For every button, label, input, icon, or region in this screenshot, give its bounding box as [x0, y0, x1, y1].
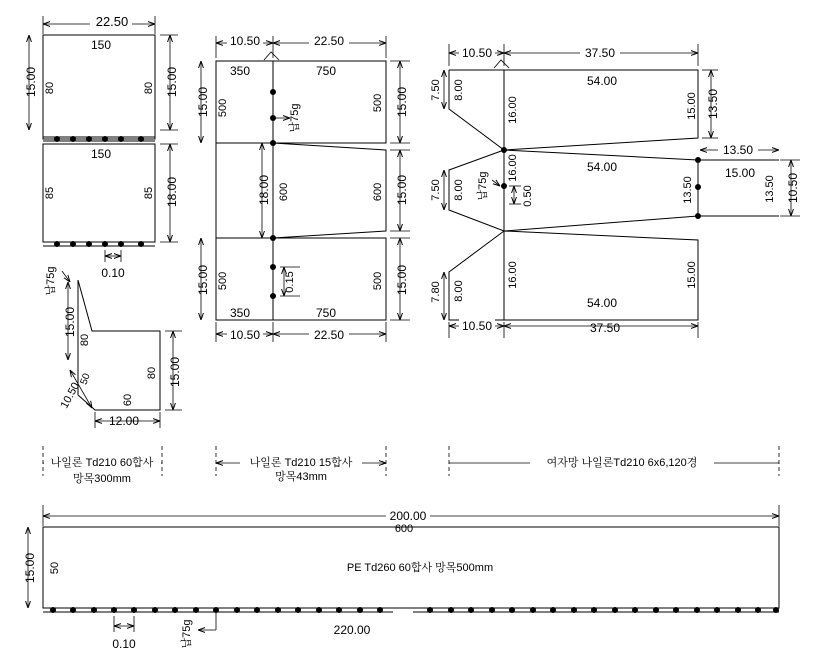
right-section-1: [449, 70, 698, 150]
left-top-height-dim-left: 15.00: [24, 66, 38, 98]
float-dot: [91, 607, 97, 613]
right-sec1-right-count: 15.00: [686, 92, 698, 120]
left-float-spacing: 0.10: [101, 266, 125, 280]
bottom-float-spacing: 0.10: [112, 637, 136, 651]
float-dot: [213, 607, 219, 613]
right-sec2-ext-count: 15.00: [724, 166, 756, 180]
left-wing-right-count: 80: [146, 366, 158, 380]
mid-count-top-left: 350: [229, 64, 251, 78]
mid-sec2-height-left: 18.00: [257, 174, 271, 206]
bottom-mesh-count: 600: [394, 523, 414, 535]
float-dot: [653, 607, 659, 613]
float-dot: [530, 607, 536, 613]
right-sec3-center-count: 16.00: [507, 261, 519, 289]
mid-sinker-weight: 납75g: [289, 103, 301, 133]
left-wing-small-count: 50: [78, 372, 93, 387]
left-wing-bottom-count: 60: [122, 393, 134, 407]
float-dot: [357, 607, 363, 613]
left-wing-right-height-dim: 15.00: [168, 356, 182, 388]
mid-caption-line2: 망목43mm: [275, 471, 327, 483]
mid-sec3-count-left: 500: [217, 271, 229, 291]
mid-dim-bottom-right: 22.50: [313, 328, 345, 342]
right-sec2-ext-count2: 13.50: [764, 175, 776, 203]
mid-sec2-count-center: 600: [278, 182, 290, 202]
right-dim-bottom-right: 37.50: [589, 321, 621, 335]
float-dot: [275, 607, 281, 613]
right-sec3-left-count: 8.00: [453, 280, 465, 302]
float-dot: [773, 607, 779, 613]
float-dot: [172, 607, 178, 613]
bottom-side-count: 50: [49, 561, 61, 575]
right-sinker-spacing: 0.50: [522, 185, 534, 207]
left-sinker-weight: 납75g: [45, 266, 57, 296]
left-top-width-dim: 22.50: [95, 14, 129, 29]
float-dot: [234, 607, 240, 613]
bottom-rope-length: 220.00: [333, 623, 371, 637]
right-sec2-right-count: 13.50: [682, 176, 694, 204]
mid-count-top-right: 750: [315, 64, 337, 78]
float-dot: [714, 607, 720, 613]
float-dot: [755, 607, 761, 613]
right-sec2-ext-dim: 10.50: [786, 172, 800, 204]
float-dot: [152, 607, 158, 613]
right-sec2-left-count: 8.00: [453, 179, 465, 201]
float-dot: [489, 607, 495, 613]
left-top-mesh-count: 150: [90, 38, 112, 52]
bottom-label: PE Td260 60합사 망목500mm: [346, 562, 494, 574]
mid-sec3-count-right: 500: [372, 271, 384, 291]
float-dot: [316, 607, 322, 613]
float-dot: [632, 607, 638, 613]
right-sec2-top-dim: 13.50: [722, 143, 754, 157]
left-mid-mesh-count: 150: [90, 147, 112, 161]
float-dot: [550, 607, 556, 613]
float-dot: [70, 607, 76, 613]
mid-sec1-height-left: 15.00: [196, 86, 210, 118]
right-sec1-top-count: 54.00: [586, 74, 618, 88]
mid-sec2-height-right: 15.00: [395, 174, 409, 206]
mid-section-2: [216, 143, 386, 238]
mid-sinker-spacing: 0.15: [284, 271, 296, 293]
right-panel: [430, 44, 800, 476]
float-dot: [193, 607, 199, 613]
left-caption-line1: 나일론 Td210 60합사: [50, 457, 154, 469]
right-dim-top-right: 37.50: [584, 46, 616, 60]
float-dot: [336, 607, 342, 613]
left-wing-height-dim: 15.00: [63, 306, 77, 338]
float-dot: [571, 607, 577, 613]
right-sinker-weight: 납75g: [477, 171, 489, 201]
float-dot: [673, 607, 679, 613]
float-dot: [377, 607, 383, 613]
bottom-height-dim: 15.00: [23, 552, 37, 584]
left-top-height-dim-right: 15.00: [165, 66, 179, 98]
float-dot: [131, 607, 137, 613]
right-sec2-top-count: 54.00: [586, 160, 618, 174]
mid-sec1-count-right: 500: [372, 93, 384, 113]
mid-count-bottom-right: 750: [315, 306, 337, 320]
left-mid-side-count-left: 85: [44, 186, 56, 200]
right-sec1-center-count: 16.00: [507, 96, 519, 124]
float-dot: [111, 607, 117, 613]
float-dot: [254, 607, 260, 613]
right-sec3-right-count: 15.00: [686, 261, 698, 289]
mid-sec2-count-right: 600: [372, 182, 384, 202]
right-sec1-right-dim: 13.50: [706, 88, 720, 120]
right-sec3-bottom-count: 54.00: [586, 296, 618, 310]
right-sec1-left-count: 8.00: [453, 79, 465, 101]
mid-caption-line1: 나일론 Td210 15합사: [249, 457, 353, 469]
bottom-sinker-weight: 납75g: [181, 619, 193, 649]
right-dim-bottom-left: 10.50: [461, 319, 493, 333]
right-sec3-left-dim: 7.80: [430, 281, 442, 303]
float-dot: [468, 607, 474, 613]
float-dot: [694, 607, 700, 613]
float-dot: [50, 607, 56, 613]
float-dot: [735, 607, 741, 613]
float-dot: [612, 607, 618, 613]
right-sec2-center-count: 16.00: [507, 154, 519, 182]
right-dim-top-left: 10.50: [461, 46, 493, 60]
left-mid-height-dim: 18.00: [165, 176, 179, 208]
middle-panel: [196, 34, 410, 483]
mid-dim-top-left: 10.50: [229, 34, 261, 48]
mid-dim-bottom-left: 10.50: [229, 328, 261, 342]
float-dot: [427, 607, 433, 613]
float-dot: [509, 607, 515, 613]
mid-count-bottom-left: 350: [229, 306, 251, 320]
right-sec2-left-dim: 7.50: [430, 179, 442, 201]
mid-dim-top-right: 22.50: [313, 34, 345, 48]
left-wing-width-dim: 12.00: [108, 414, 140, 428]
right-caption: 여자망 나일론Td210 6x6,120경: [546, 457, 698, 469]
mid-sec1-count-left: 500: [217, 98, 229, 118]
left-top-side-count-left: 80: [44, 81, 56, 95]
left-wing-slant-count: 80: [79, 333, 91, 347]
mid-sec1-height-right: 15.00: [395, 86, 409, 118]
left-mid-side-count-right: 85: [143, 186, 155, 200]
mid-sec3-height-left: 15.00: [196, 264, 210, 296]
mid-sec3-height-right: 15.00: [395, 264, 409, 296]
right-section-3: [449, 231, 698, 320]
float-dot: [295, 607, 301, 613]
left-wing-small-dim: 10.50: [58, 380, 83, 411]
float-dot: [591, 607, 597, 613]
right-sec1-left-dim: 7.50: [430, 79, 442, 101]
left-top-side-count-right: 80: [143, 81, 155, 95]
float-dot: [448, 607, 454, 613]
left-caption-line2: 망목300mm: [73, 473, 131, 485]
bottom-total-width-dim: 200.00: [389, 509, 427, 523]
bottom-panel: [23, 505, 779, 651]
left-panel: [24, 14, 182, 485]
